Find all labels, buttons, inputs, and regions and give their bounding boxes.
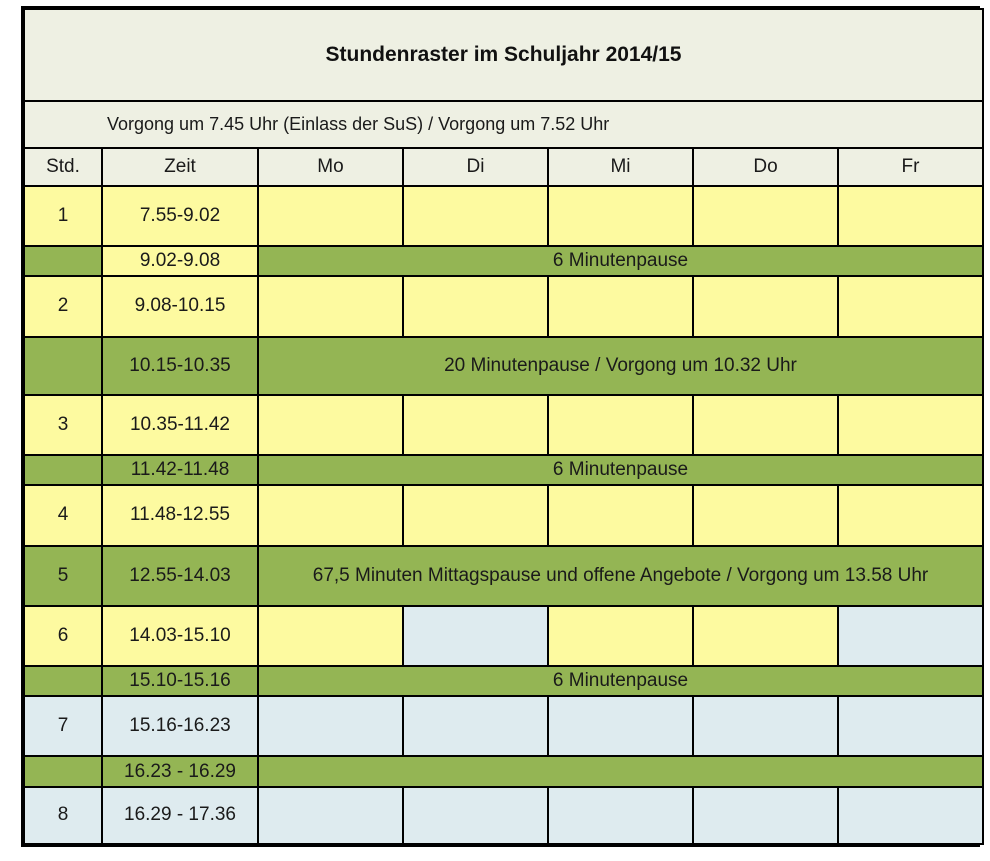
cell-do[interactable] xyxy=(693,787,838,844)
period-number: 3 xyxy=(24,395,102,455)
cell-mo[interactable] xyxy=(258,186,403,246)
cell-mo[interactable] xyxy=(258,696,403,756)
period-time: 15.10-15.16 xyxy=(102,666,258,696)
period-number: 8 xyxy=(24,787,102,844)
period-time: 14.03-15.10 xyxy=(102,606,258,666)
header-std: Std. xyxy=(24,148,102,186)
period-number xyxy=(24,666,102,696)
cell-di[interactable] xyxy=(403,276,548,336)
cell-mi[interactable] xyxy=(548,186,693,246)
pause-row xyxy=(24,455,983,485)
period-time: 9.02-9.08 xyxy=(102,246,258,276)
header-zeit: Zeit xyxy=(102,148,258,186)
cell-mi[interactable] xyxy=(548,606,693,666)
cell-di[interactable] xyxy=(403,395,548,455)
cell-fr[interactable] xyxy=(838,395,983,455)
pause-note: 20 Minutenpause / Vorgong um 10.32 Uhr xyxy=(258,337,983,395)
cell-fr[interactable] xyxy=(838,696,983,756)
page-title: Stundenraster im Schuljahr 2014/15 xyxy=(24,9,983,101)
period-number xyxy=(24,756,102,786)
period-number xyxy=(24,246,102,276)
period-time: 16.29 - 17.36 xyxy=(102,787,258,844)
cell-do[interactable] xyxy=(693,186,838,246)
lesson-row xyxy=(24,395,983,455)
cell-fr[interactable] xyxy=(838,485,983,545)
cell-mo[interactable] xyxy=(258,276,403,336)
header-di: Di xyxy=(403,148,548,186)
cell-mo[interactable] xyxy=(258,485,403,545)
period-time: 12.55-14.03 xyxy=(102,546,258,606)
pause-row xyxy=(24,246,983,276)
pause-row xyxy=(24,666,983,696)
header-mi: Mi xyxy=(548,148,693,186)
lesson-row xyxy=(24,186,983,246)
period-time: 10.15-10.35 xyxy=(102,337,258,395)
lesson-row xyxy=(24,696,983,756)
header-do: Do xyxy=(693,148,838,186)
cell-fr[interactable] xyxy=(838,186,983,246)
period-number: 5 xyxy=(24,546,102,606)
period-time: 7.55-9.02 xyxy=(102,186,258,246)
cell-mo[interactable] xyxy=(258,787,403,844)
cell-mi[interactable] xyxy=(548,276,693,336)
period-number xyxy=(24,337,102,395)
cell-di[interactable] xyxy=(403,696,548,756)
cell-mo[interactable] xyxy=(258,606,403,666)
lesson-row xyxy=(24,276,983,336)
period-number: 2 xyxy=(24,276,102,336)
period-number: 4 xyxy=(24,485,102,545)
period-number: 6 xyxy=(24,606,102,666)
period-time: 15.16-16.23 xyxy=(102,696,258,756)
period-time: 9.08-10.15 xyxy=(102,276,258,336)
period-time: 11.42-11.48 xyxy=(102,455,258,485)
timetable xyxy=(23,8,984,845)
cell-fr[interactable] xyxy=(838,606,983,666)
cell-do[interactable] xyxy=(693,606,838,666)
cell-di[interactable] xyxy=(403,485,548,545)
lunch-row xyxy=(24,546,983,606)
cell-fr[interactable] xyxy=(838,787,983,844)
period-time: 11.48-12.55 xyxy=(102,485,258,545)
cell-di[interactable] xyxy=(403,606,548,666)
cell-do[interactable] xyxy=(693,696,838,756)
cell-do[interactable] xyxy=(693,395,838,455)
header-fr: Fr xyxy=(838,148,983,186)
period-number: 7 xyxy=(24,696,102,756)
cell-mi[interactable] xyxy=(548,485,693,545)
pause-note: 6 Minutenpause xyxy=(258,246,983,276)
header-row xyxy=(24,148,983,186)
lesson-row xyxy=(24,485,983,545)
period-time: 10.35-11.42 xyxy=(102,395,258,455)
cell-do[interactable] xyxy=(693,485,838,545)
cell-do[interactable] xyxy=(693,276,838,336)
pause-row xyxy=(24,337,983,395)
pause-note: 6 Minutenpause xyxy=(258,455,983,485)
cell-mo[interactable] xyxy=(258,395,403,455)
period-number: 1 xyxy=(24,186,102,246)
lesson-row xyxy=(24,606,983,666)
period-number xyxy=(24,455,102,485)
subtitle: Vorgong um 7.45 Uhr (Einlass der SuS) / Vorgong um 7.52 Uhr xyxy=(24,101,983,147)
pause-note: 6 Minutenpause xyxy=(258,666,983,696)
lesson-row xyxy=(24,787,983,844)
cell-di[interactable] xyxy=(403,186,548,246)
cell-di[interactable] xyxy=(403,787,548,844)
cell-mi[interactable] xyxy=(548,787,693,844)
cell-fr[interactable] xyxy=(838,276,983,336)
pause-row xyxy=(24,756,983,786)
period-time: 16.23 - 16.29 xyxy=(102,756,258,786)
header-mo: Mo xyxy=(258,148,403,186)
cell-mi[interactable] xyxy=(548,696,693,756)
cell-mi[interactable] xyxy=(548,395,693,455)
pause-note xyxy=(258,756,983,786)
timetable-sheet xyxy=(21,6,980,847)
pause-note: 67,5 Minuten Mittagspause und offene Angebote / Vorgong um 13.58 Uhr xyxy=(258,546,983,606)
